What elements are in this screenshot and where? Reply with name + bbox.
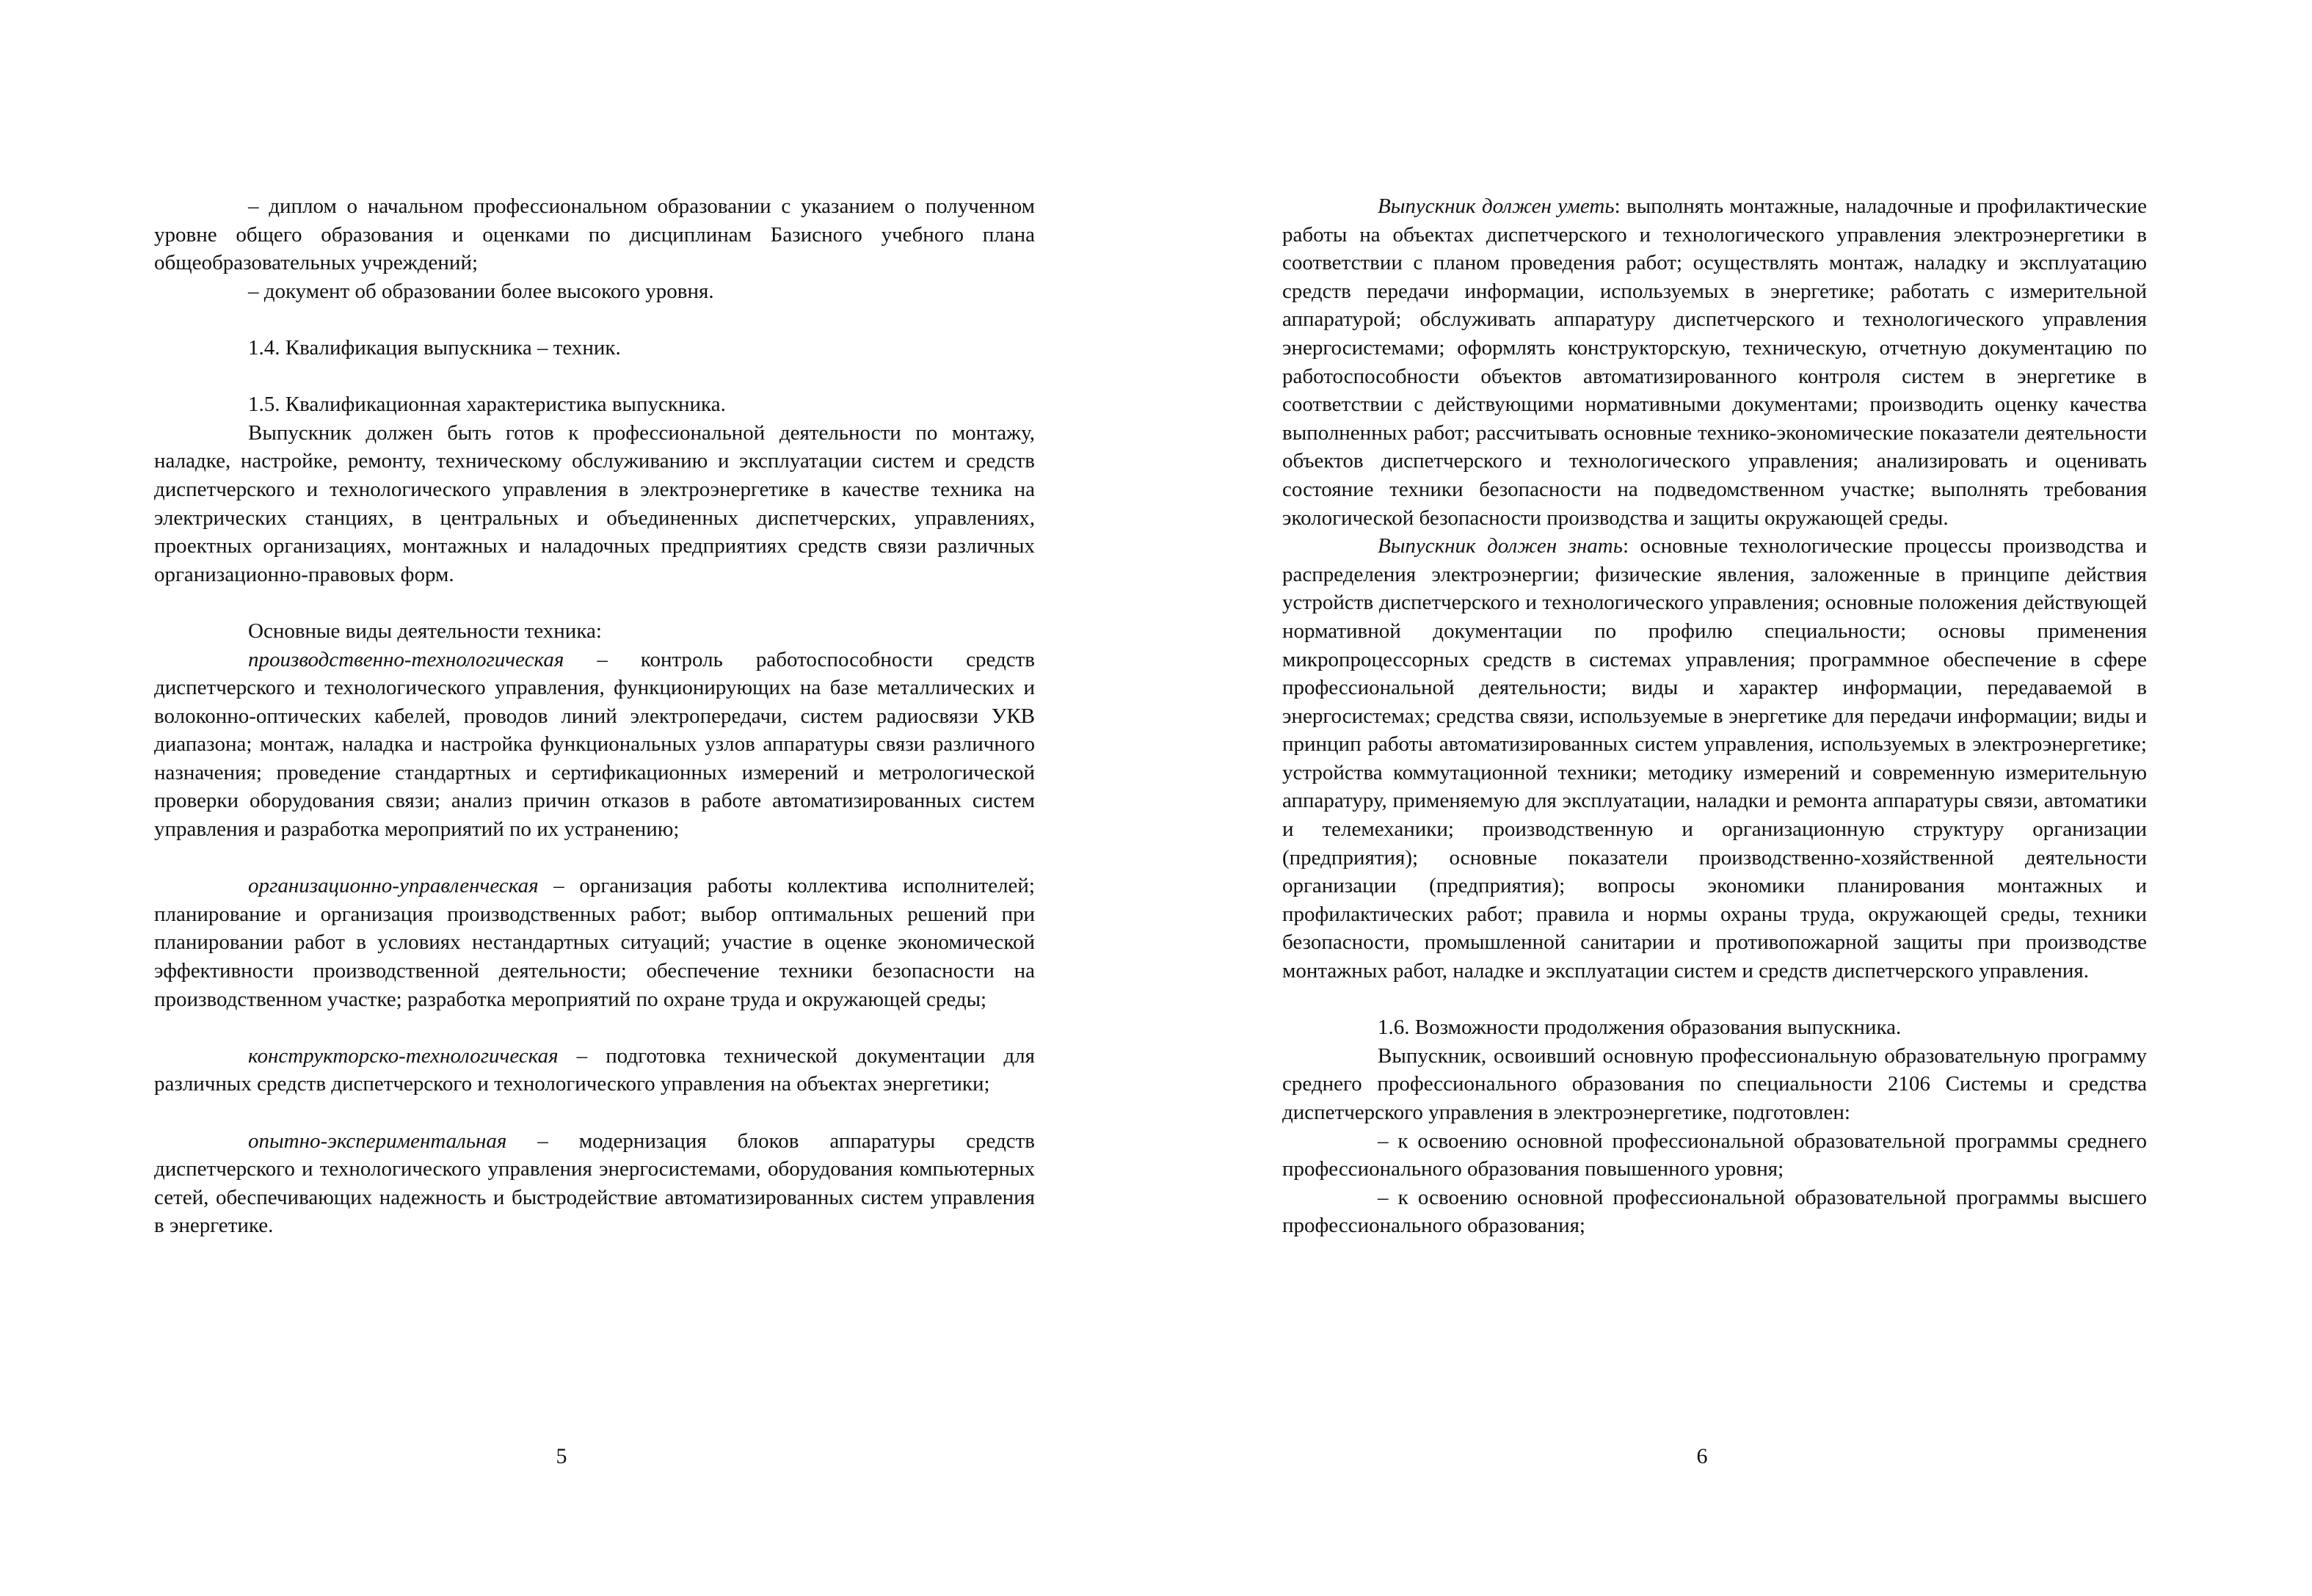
activity-text: – контроль работоспособности средств диспетчерского и технологического управления, функционирующих на базе металлических и волоконно-оптических кабелей, проводов линий электропередачи, систем радиосвязи УКВ диапазона; монтаж, наладка и настройка функциональных узлов аппаратуры связи различного назначения; проведение стандартных и сертификационных измерений и метрологической проверки оборудования связи; анализ причин отказов в работе автоматизированных систем управления и разработка мероприятий по их устранению; xyxy=(154,647,1035,842)
skills-text: : выполнять монтажные, наладочные и профилактические работы на объектах диспетчерского и технологического управления электроэнергетики в соответствии с планом проведения работ; осуществлять монтаж, наладку и эксплуатацию средств передачи информации, используемых в энергетике; работать с измерительной аппаратурой; обслуживать аппаратуру диспетчерского и технологического управления энергосистемами; оформлять конструкторскую, техническую, отчетную документацию по работоспособности объектов автоматизированного контроля систем в энергетике в соответствии с действующими нормативными документами; производить оценку качества выполненных работ; рассчитывать основные технико-экономические показатели деятельности объектов диспетчерского и технологического управления; анализировать и оценивать состояние техники безопасности на подведомственном участке; выполнять требования экологической безопасности производства и защиты окружающей среды. xyxy=(1282,194,2147,530)
diploma-item: – диплом о начальном профессиональном образовании с указанием о полученном уровне общего образования и оценками по дисциплинам Базисного учебного плана общеобразовательных учреждений; xyxy=(154,194,1035,275)
activity-design xyxy=(154,1042,1035,1098)
knowledge-text: : основные технологические процессы производства и распределения электроэнергии; физические явления, заложенные в принципе действия устройств диспетчерского и технологического управления; основные положения действующей нормативной документации по профилю специальности; основы применения микропроцессорных средств в системах управления; программное обеспечение в сфере профессиональной деятельности; виды и характер информации, передаваемой в энергосистемах; средства связи, используемые в энергетике для передачи информации; виды и принцип работы автоматизированных систем управления, используемых в электроэнергетике; устройства коммутационной техники; методику измерений и современную измерительную аппаратуру, применяемую для эксплуатации, наладки и ремонта аппаратуры связи, автоматики и телемеханики; производственную и организационную структуру организации (предприятия); основные показатели производственно-хозяйственной деятельности организации (предприятия); вопросы экономики планирования монтажных и профилактических работ; правила и нормы охраны труда, окружающей среды, техники безопасности, промышленной санитарии и противопожарной защиты при производстве монтажных работ, наладке и эксплуатации систем и средств диспетчерского управления. xyxy=(1282,534,2147,983)
activity-text: – модернизация блоков аппаратуры средств диспетчерского и технологического управления энергосистемами, оборудования компьютерных сетей, обеспечивающих надежность и быстродействие автоматизированных систем управления в энергетике. xyxy=(154,1129,1035,1238)
activity-management xyxy=(154,872,1035,1013)
activity-term: конструкторско-технологическая xyxy=(248,1043,559,1068)
skills-paragraph xyxy=(1282,192,2147,532)
page-number: 5 xyxy=(556,1444,567,1468)
qualification-characteristic-heading: 1.5. Квалификационная характеристика выпускника. xyxy=(248,393,726,417)
activity-text: – организация работы коллектива исполнителей; планирование и организация производственных работ; выбор оптимальных решений при планировании работ в условиях нестандартных ситуаций; участие в оценке экономической эффективности производственной деятельности; обеспечение техники безопасности на производственном участке; разработка мероприятий по охране труда и окружающей среды; xyxy=(154,874,1035,1011)
activity-text: – подготовка технической документации для различных средств диспетчерского и технологического управления на объектах энергетики; xyxy=(154,1043,1035,1096)
qualification-heading: 1.4. Квалификация выпускника – техник. xyxy=(248,335,621,360)
right-page-text xyxy=(1282,192,2147,1240)
activities-heading: Основные виды деятельности техника: xyxy=(248,619,602,643)
activity-experimental xyxy=(154,1127,1035,1240)
activity-term: опытно-экспериментальная xyxy=(248,1129,507,1153)
activity-term: организационно-управленческая xyxy=(248,874,539,898)
knowledge-paragraph xyxy=(1282,532,2147,985)
graduate-readiness-paragraph: Выпускник должен быть готов к профессиональной деятельности по монтажу, наладке, настройке, ремонту, техническому обслуживанию и эксплуатации систем и средств диспетчерского и технологического управления в электроэнергетике в качестве техника на электрических станциях, в центральных и объединенных диспетчерских, управлениях, проектных организациях, монтажных и наладочных предприятиях средств связи различных организационно-правовых форм. xyxy=(154,420,1035,586)
skills-term: Выпускник должен уметь xyxy=(1378,194,1615,218)
knowledge-term: Выпускник должен знать xyxy=(1378,534,1623,558)
left-page-text xyxy=(154,192,1035,1240)
higher-document-item: – документ об образовании более высокого уровня. xyxy=(248,279,714,303)
page-number: 6 xyxy=(1696,1444,1708,1468)
continuation-item: – к освоению основной профессиональной образовательной программы среднего профессионального образования повышенного уровня; xyxy=(1282,1129,2147,1181)
activity-term: производственно-технологическая xyxy=(248,647,564,671)
continuation-paragraph: Выпускник, освоивший основную профессиональную образовательную программу среднего профессионального образования по специальности 2106 Системы и средства диспетчерского управления в электроэнергетике, подготовлен: xyxy=(1282,1043,2147,1124)
continuation-heading: 1.6. Возможности продолжения образования выпускника. xyxy=(1378,1016,1902,1040)
right-page xyxy=(1156,0,2312,1596)
continuation-item: – к освоению основной профессиональной образовательной программы высшего профессионального образования; xyxy=(1282,1185,2147,1238)
activity-production xyxy=(154,646,1035,844)
